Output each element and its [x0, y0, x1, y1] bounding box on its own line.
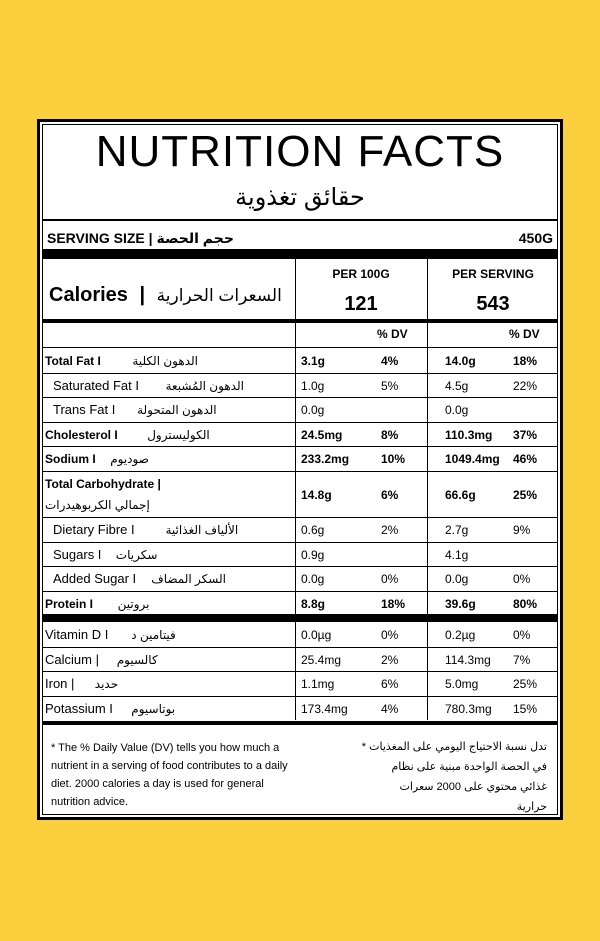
value-per-serving: 0.0g: [445, 572, 469, 587]
row-line: [43, 446, 557, 447]
column-line: [295, 373, 296, 398]
footnote-arabic: [337, 737, 547, 817]
value-per-100g: 173.4mg: [301, 701, 348, 716]
calories-label-en: Calories: [49, 284, 128, 306]
column-line: [427, 647, 428, 672]
dv-per-serving: 25%: [513, 677, 538, 691]
dv-per-serving: 37%: [513, 427, 538, 442]
row-line: [43, 671, 557, 672]
nutrient-label: Total Carbohydrate |: [45, 477, 161, 491]
value-per-100g: 1.1mg: [301, 677, 335, 691]
footnote-en-line: nutrition advice.: [51, 796, 129, 808]
column-line: [427, 373, 428, 398]
value-per-serving: 1049.4mg: [445, 452, 500, 467]
row-line: [43, 566, 557, 567]
dv-per-serving: 0%: [513, 628, 531, 642]
column-line: [427, 517, 428, 542]
column-line: [295, 591, 296, 616]
thick-divider: [43, 249, 557, 259]
dv-per-100g: 4%: [381, 354, 399, 368]
column-line: [295, 397, 296, 422]
per-serving-header: PER SERVING: [452, 267, 534, 281]
column-line: [427, 471, 428, 517]
row-line: [43, 517, 557, 518]
calories-label: [49, 284, 282, 307]
nutrient-label: Protein I: [45, 596, 94, 611]
value-per-serving: 14.0g: [445, 354, 476, 368]
calories-per-serving: 543: [476, 293, 510, 315]
row-line: [43, 647, 557, 648]
nutrient-label: Dietary Fibre I: [53, 522, 135, 537]
nutrient-label-arabic: إجمالي الكربوهيدرات: [45, 498, 150, 512]
value-per-serving: 4.1g: [445, 547, 469, 562]
dv-per-serving: 15%: [513, 701, 538, 716]
column-line: [295, 323, 296, 347]
column-line: [295, 622, 296, 647]
nutrient-label-arabic: الألياف الغذائية: [165, 523, 239, 537]
column-line: [427, 422, 428, 447]
column-line: [427, 323, 428, 347]
vitamin-label: Iron |: [45, 676, 75, 691]
row-line: [43, 373, 557, 374]
calories-label-ar: السعرات الحرارية: [156, 286, 282, 305]
footnote-divider: [43, 721, 557, 725]
value-per-100g: 233.2mg: [301, 452, 350, 467]
title-arabic: حقائق تغذوية: [235, 184, 365, 211]
dv-per-serving: 22%: [513, 378, 538, 393]
value-per-100g: 25.4mg: [301, 652, 342, 667]
footnote-en-line: * The % Daily Value (DV) tells you how much a: [51, 742, 280, 754]
value-per-100g: 0.6g: [301, 523, 325, 537]
serving-size-value: 450G: [518, 230, 553, 246]
vitamin-label: Vitamin D I: [45, 627, 109, 642]
column-line: [295, 348, 296, 373]
dv-per-serving: 80%: [513, 596, 538, 611]
value-per-100g: 0.9g: [301, 547, 325, 562]
nutrient-label-arabic: السكر المضاف: [151, 572, 227, 587]
value-per-100g: 14.8g: [301, 488, 332, 502]
column-line: [427, 446, 428, 471]
per-100g-header: PER 100G: [332, 267, 390, 281]
dv-per-100g: 4%: [381, 701, 399, 716]
nutrient-label-arabic: بروتين: [117, 596, 150, 611]
value-per-serving: 114.3mg: [445, 652, 491, 667]
vitamin-label: Potassium I: [45, 700, 113, 716]
nutrient-label-arabic: سكريات: [115, 547, 158, 562]
value-per-100g: 0.0g: [301, 403, 325, 418]
value-per-100g: 3.1g: [301, 354, 326, 368]
calories-divider: [43, 319, 557, 323]
column-line: [427, 566, 428, 591]
value-per-100g: 24.5mg: [301, 427, 343, 442]
value-per-serving: 5.0mg: [445, 677, 479, 691]
vitamin-label-arabic: حديد: [94, 677, 119, 691]
calories-separator: |: [139, 284, 146, 306]
nutrient-label-arabic: الدهون المتحولة: [137, 403, 217, 418]
row-line: [43, 542, 557, 543]
column-line: [295, 671, 296, 696]
nutrition-label: [37, 119, 563, 820]
dv-per-serving: 7%: [513, 652, 531, 667]
column-line: [427, 591, 428, 616]
value-per-100g: 0.0g: [301, 572, 325, 587]
dv-per-serving: 18%: [513, 354, 538, 368]
dv-per-100g: 6%: [381, 488, 399, 502]
dv-per-serving: 0%: [513, 572, 531, 587]
footnote-english: [51, 739, 301, 811]
calories-per-100g: 121: [344, 293, 378, 315]
label-inner: [42, 124, 558, 815]
dv-header-100g: % DV: [377, 327, 408, 341]
row-line: [43, 696, 557, 697]
footnote-en-line: diet. 2000 calories a day is used for general: [51, 778, 264, 790]
column-line: [295, 517, 296, 542]
vitamin-label-arabic: كالسيوم: [116, 652, 158, 667]
dv-per-100g: 8%: [381, 427, 399, 442]
value-per-100g: 0.0µg: [301, 628, 332, 642]
column-line: [295, 566, 296, 591]
column-line: [295, 446, 296, 471]
column-line: [295, 542, 296, 567]
value-per-serving: 110.3mg: [445, 427, 493, 442]
dv-per-100g: 5%: [381, 378, 399, 393]
footnote-en-line: nutrient in a serving of food contributes to a daily: [51, 760, 288, 772]
serving-size-label: SERVING SIZE | حجم الحصة: [47, 230, 234, 246]
nutrient-label-arabic: صوديوم: [110, 452, 149, 467]
column-line: [427, 397, 428, 422]
column-line: [427, 622, 428, 647]
dv-header-serving: % DV: [509, 327, 540, 341]
nutrient-label-arabic: الدهون المُشبعة: [165, 378, 244, 393]
column-line: [427, 259, 428, 319]
dv-per-100g: 2%: [381, 652, 399, 667]
vitamin-label-arabic: فيتامين د: [131, 628, 176, 642]
column-line: [427, 542, 428, 567]
divider: [43, 219, 557, 221]
dv-per-serving: 9%: [513, 523, 531, 537]
nutrient-label: Saturated Fat I: [53, 377, 139, 393]
nutrient-label-arabic: الدهون الكلية: [132, 354, 198, 368]
column-line: [427, 671, 428, 696]
dv-per-serving: 46%: [513, 452, 538, 467]
footnote-ar-line: غذائي محتوي على 2000 سعرات: [399, 781, 547, 793]
column-line: [295, 647, 296, 672]
column-line: [295, 471, 296, 517]
footnote-ar-line: في الحصة الواحدة مبنية على نظام: [391, 761, 547, 773]
row-line: [43, 615, 557, 616]
value-per-serving: 2.7g: [445, 523, 469, 537]
row-line: [43, 397, 557, 398]
dv-per-100g: 0%: [381, 628, 399, 642]
vitamin-label-arabic: بوتاسيوم: [131, 701, 176, 716]
dv-per-100g: 0%: [381, 572, 399, 587]
dv-per-100g: 10%: [381, 452, 406, 467]
value-per-serving: 780.3mg: [445, 701, 492, 716]
column-line: [295, 696, 296, 721]
nutrient-label: Cholesterol I: [45, 427, 118, 442]
dv-per-serving: 25%: [513, 488, 538, 502]
nutrient-label: Total Fat I: [45, 354, 101, 368]
value-per-serving: 4.5g: [445, 378, 469, 393]
value-per-serving: 0.0g: [445, 403, 469, 418]
row-line: [43, 591, 557, 592]
nutrient-label: Trans Fat I: [53, 402, 116, 418]
dv-per-100g: 18%: [381, 596, 406, 611]
nutrient-label: Sugars I: [53, 546, 102, 562]
value-per-serving: 39.6g: [445, 596, 476, 611]
nutrient-label: Added Sugar I: [53, 571, 137, 587]
vitamin-label: Calcium |: [45, 651, 99, 667]
dv-per-100g: 2%: [381, 523, 399, 537]
column-line: [295, 259, 296, 319]
row-line: [43, 347, 557, 348]
value-per-serving: 66.6g: [445, 488, 476, 502]
value-per-serving: 0.2µg: [445, 628, 476, 642]
column-line: [427, 696, 428, 721]
column-line: [427, 348, 428, 373]
column-line: [295, 422, 296, 447]
value-per-100g: 8.8g: [301, 596, 326, 611]
value-per-100g: 1.0g: [301, 378, 325, 393]
row-line: [43, 471, 557, 472]
nutrient-label-arabic: الكوليسترول: [147, 427, 210, 442]
title: NUTRITION FACTS: [95, 127, 505, 176]
dv-per-100g: 6%: [381, 677, 399, 691]
footnote-ar-line: تدل نسبة الاحتياج اليومي على المغذيات *: [361, 741, 547, 753]
row-line: [43, 422, 557, 423]
footnote-ar-line: حرارية: [516, 801, 547, 813]
nutrient-label: Sodium I: [45, 452, 96, 467]
